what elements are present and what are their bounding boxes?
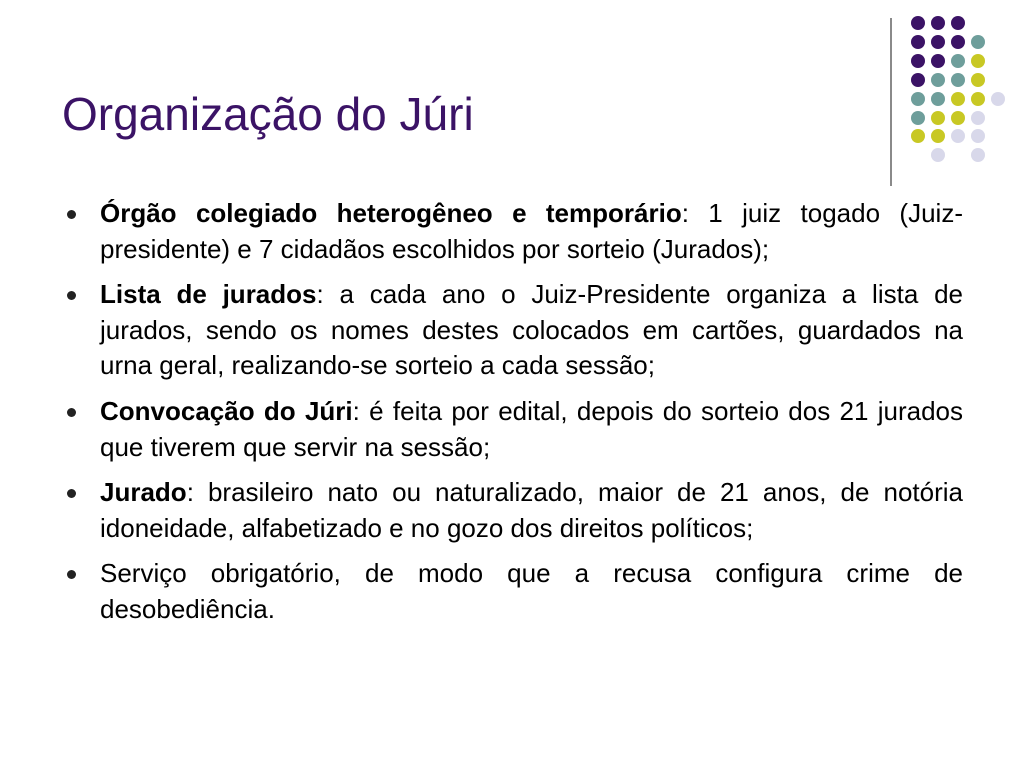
dot — [971, 111, 985, 125]
dot — [971, 129, 985, 143]
dot — [931, 54, 945, 68]
bullet-dot-icon — [67, 489, 76, 498]
dot — [911, 129, 925, 143]
dot — [991, 92, 1005, 106]
bullet-text: Serviço obrigatório, de modo que a recusa configura crime de desobediência. — [100, 558, 963, 625]
bullet-item — [60, 277, 963, 384]
bullet-item — [60, 394, 963, 465]
bullet-text: 1 juiz togado (Juiz-presidente) e 7 cidadãos escolhidos por sorteio (Jurados); — [100, 198, 963, 264]
bullet-dot-icon — [67, 291, 76, 300]
dot — [931, 129, 945, 143]
dot — [911, 16, 925, 30]
dot — [951, 73, 965, 87]
dot — [911, 35, 925, 49]
bullet-separator: : — [352, 396, 360, 427]
bullet-dot-icon — [67, 210, 76, 219]
bullet-term: Órgão colegiado heterogêneo e temporário — [100, 198, 682, 228]
slide-title: Organização do Júri — [62, 88, 474, 140]
dot — [911, 111, 925, 125]
dot — [911, 54, 925, 68]
bullet-term: Lista de jurados — [100, 279, 317, 310]
dot — [971, 35, 985, 49]
bullet-text: é feita por edital, depois do sorteio dos 21 jurados que tiverem que servir na sessão; — [100, 396, 963, 462]
bullet-item — [60, 556, 963, 627]
bullet-separator: : — [681, 198, 689, 228]
dot — [931, 73, 945, 87]
bullet-dot-icon — [67, 408, 76, 417]
bullet-item — [60, 196, 963, 267]
dot — [951, 54, 965, 68]
dot — [931, 92, 945, 106]
dot — [931, 16, 945, 30]
dot — [911, 92, 925, 106]
dot — [951, 129, 965, 143]
dot — [971, 54, 985, 68]
dot — [951, 35, 965, 49]
dot — [911, 73, 925, 87]
dot — [951, 16, 965, 30]
dot — [971, 148, 985, 162]
dot — [971, 92, 985, 106]
dot — [931, 148, 945, 162]
bullet-text: a cada ano o Juiz-Presidente organiza a lista de jurados, sendo os nomes destes colocados em cartões, guardados na urna geral, realizando-se sorteio a cada sessão; — [100, 279, 963, 381]
bullet-text: brasileiro nato ou naturalizado, maior de 21 anos, de notória idoneidade, alfabetizado e no gozo dos direitos políticos; — [100, 477, 963, 543]
bullet-list — [60, 196, 963, 638]
dot — [931, 111, 945, 125]
vertical-divider — [890, 18, 892, 186]
bullet-separator: : — [186, 477, 194, 508]
dot — [951, 111, 965, 125]
bullet-item — [60, 475, 963, 546]
dot — [931, 35, 945, 49]
dot — [951, 92, 965, 106]
bullet-term: Jurado — [100, 477, 187, 508]
dot — [971, 73, 985, 87]
bullet-dot-icon — [67, 570, 76, 579]
bullet-term: Convocação do Júri — [100, 396, 353, 427]
bullet-separator: : — [316, 279, 324, 310]
